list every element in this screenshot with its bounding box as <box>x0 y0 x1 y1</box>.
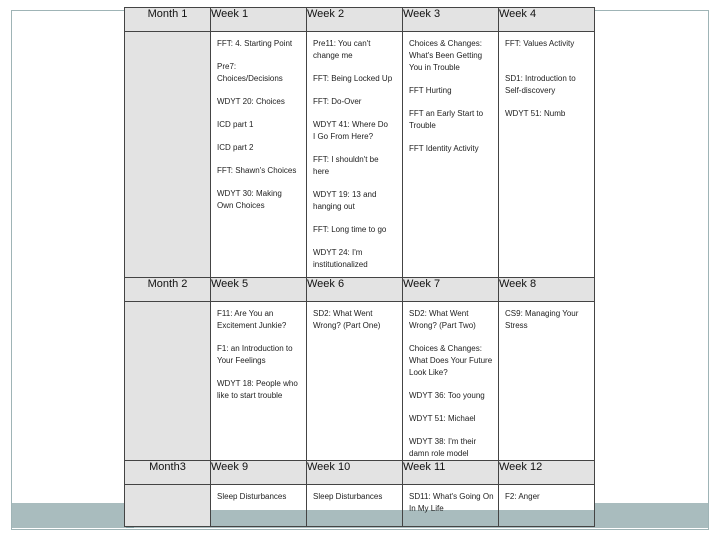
activity-item: Sleep Disturbances <box>217 492 287 501</box>
week-label: Week 1 <box>211 8 307 32</box>
week-cell <box>499 32 595 278</box>
month-label: Month 2 <box>125 278 211 302</box>
activity-item: FFT Hurting <box>409 86 452 95</box>
week-cell <box>307 302 403 461</box>
week-cell <box>403 32 499 278</box>
activity-item: WDYT 51: Numb <box>505 109 566 118</box>
month-body-row <box>125 32 595 278</box>
activity-item: WDYT 38: I'm their damn role model <box>409 437 477 458</box>
week-cell <box>403 485 499 527</box>
activity-item: Choices & Changes: What Does Your Future Look Like? <box>409 344 493 377</box>
week-cell <box>211 32 307 278</box>
activity-item: FFT: Being Locked Up <box>313 74 393 83</box>
activity-item: CS9: Managing Your Stress <box>505 309 579 330</box>
week-label: Week 8 <box>499 278 595 302</box>
week-label: Week 9 <box>211 461 307 485</box>
activity-item: WDYT 30: Making Own Choices <box>217 189 282 210</box>
month-header-row <box>125 278 595 302</box>
activity-item: F11: Are You an Excitement Junkie? <box>217 309 287 330</box>
week-label: Week 6 <box>307 278 403 302</box>
month-spacer-cell <box>125 32 211 278</box>
activity-item: Pre7: Choices/Decisions <box>217 62 283 83</box>
activity-item: WDYT 51: Michael <box>409 414 476 423</box>
month-label: Month3 <box>125 461 211 485</box>
activity-item: SD2: What Went Wrong? (Part One) <box>313 309 381 330</box>
week-label: Week 3 <box>403 8 499 32</box>
week-label: Week 4 <box>499 8 595 32</box>
week-label: Week 11 <box>403 461 499 485</box>
activity-item: FFT Identity Activity <box>409 144 479 153</box>
month-spacer-cell <box>125 485 211 527</box>
week-label: Week 7 <box>403 278 499 302</box>
month-header-row <box>125 461 595 485</box>
activity-item: WDYT 24: I'm institutionalized <box>313 248 368 269</box>
activity-item: ICD part 1 <box>217 120 254 129</box>
month-label: Month 1 <box>125 8 211 32</box>
week-label: Week 10 <box>307 461 403 485</box>
week-cell <box>499 485 595 527</box>
activity-item: ICD part 2 <box>217 143 254 152</box>
activity-item: FFT: I shouldn't be here <box>313 155 379 176</box>
schedule-document <box>124 7 594 513</box>
activity-item: SD2: What Went Wrong? (Part Two) <box>409 309 476 330</box>
activity-item: FFT: Shawn's Choices <box>217 166 297 175</box>
activity-item: FFT: Do-Over <box>313 97 362 106</box>
week-label: Week 2 <box>307 8 403 32</box>
week-label: Week 12 <box>499 461 595 485</box>
week-cell <box>403 302 499 461</box>
activity-item: F1: an Introduction to Your Feelings <box>217 344 293 365</box>
activity-item: Pre11: You can't change me <box>313 39 371 60</box>
activity-item: Choices & Changes: What's Been Getting You in Trouble <box>409 39 483 72</box>
activity-item: FFT: 4. Starting Point <box>217 39 293 48</box>
activity-item: FFT an Early Start to Trouble <box>409 109 484 130</box>
week-cell <box>307 32 403 278</box>
activity-item: SD1: Introduction to Self-discovery <box>505 74 576 95</box>
activity-item: Sleep Disturbances <box>313 492 383 501</box>
week-cell <box>307 485 403 527</box>
month-spacer-cell <box>125 302 211 461</box>
month-header-row <box>125 8 595 32</box>
month-body-row <box>125 485 595 527</box>
activity-item: FFT: Long time to go <box>313 225 387 234</box>
activity-item: WDYT 20: Choices <box>217 97 285 106</box>
schedule-table <box>124 7 595 527</box>
activity-item: FFT: Values Activity <box>505 39 575 48</box>
week-cell <box>499 302 595 461</box>
month-body-row <box>125 302 595 461</box>
activity-item: WDYT 41: Where Do I Go From Here? <box>313 120 388 141</box>
week-cell <box>211 485 307 527</box>
activity-item: WDYT 18: People who like to start trouble <box>217 379 298 400</box>
activity-item: SD11: What's Going On In My Life <box>409 492 494 513</box>
activity-item: WDYT 19: 13 and hanging out <box>313 190 377 211</box>
week-label: Week 5 <box>211 278 307 302</box>
activity-item: F2: Anger <box>505 492 540 501</box>
week-cell <box>211 302 307 461</box>
activity-item: WDYT 36: Too young <box>409 391 485 400</box>
